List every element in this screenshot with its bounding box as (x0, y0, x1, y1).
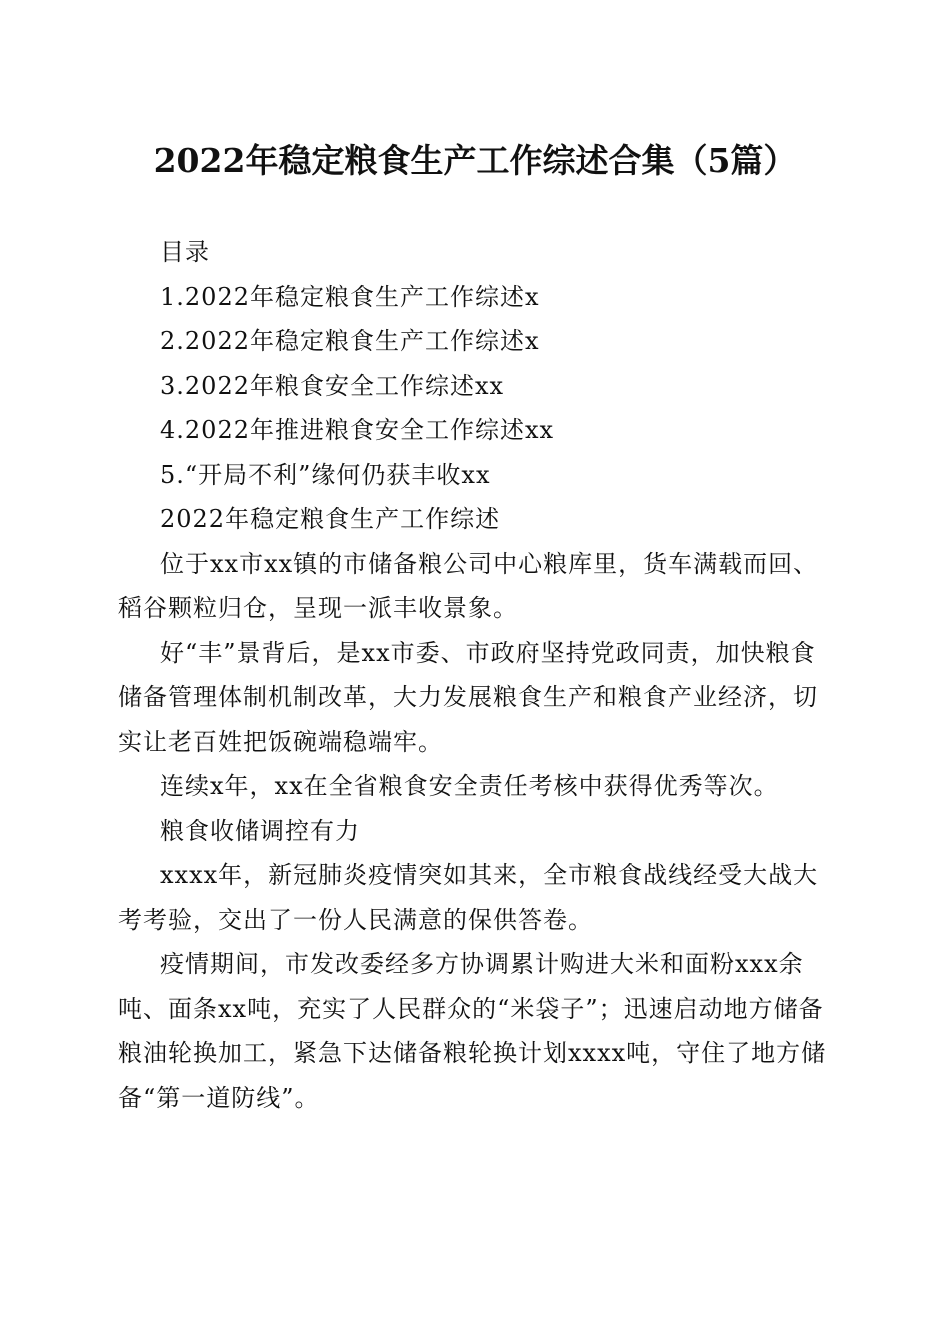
paragraph: 疫情期间，市发改委经多方协调累计购进大米和面粉xxx余吨、面条xx吨，充实了人民群众的“米袋子”；迅速启动地方储备粮油轮换加工，紧急下达储备粮轮换计划xxxx吨，守住了地方储备“第一道防线”。 (118, 950, 827, 1112)
article-title: 2022年稳定粮食生产工作综述 (160, 505, 501, 533)
section-heading: 粮食收储调控有力 (160, 816, 360, 845)
document-body (118, 230, 830, 1120)
table-of-contents (118, 230, 830, 497)
paragraph: 位于xx市xx镇的市储备粮公司中心粮库里，货车满载而回、稻谷颗粒归仓，呈现一派丰收景象。 (118, 549, 819, 622)
toc-item: 3.2022年粮食安全工作综述xx (160, 371, 505, 400)
document-title: 2022年稳定粮食生产工作综述合集（5篇） (153, 141, 797, 180)
toc-item: 4.2022年推进粮食安全工作综述xx (160, 416, 555, 444)
paragraph: 连续x年，xx在全省粮食安全责任考核中获得优秀等次。 (160, 772, 779, 800)
paragraph: xxxx年，新冠肺炎疫情突如其来，全市粮食战线经受大战大考考验，交出了一份人民满意的保供答卷。 (118, 861, 819, 934)
toc-item: 5.“开局不利”缘何仍获丰收xx (160, 460, 491, 489)
toc-heading: 目录 (160, 238, 210, 266)
paragraph: 好“丰”景背后，是xx市委、市政府坚持党政同责，加快粮食储备管理体制机制改革，大力发展粮食生产和粮食产业经济，切实让老百姓把饭碗端稳端牢。 (118, 638, 818, 756)
toc-item: 2.2022年稳定粮食生产工作综述x (160, 327, 540, 355)
toc-item: 1.2022年稳定粮食生产工作综述x (160, 282, 540, 311)
